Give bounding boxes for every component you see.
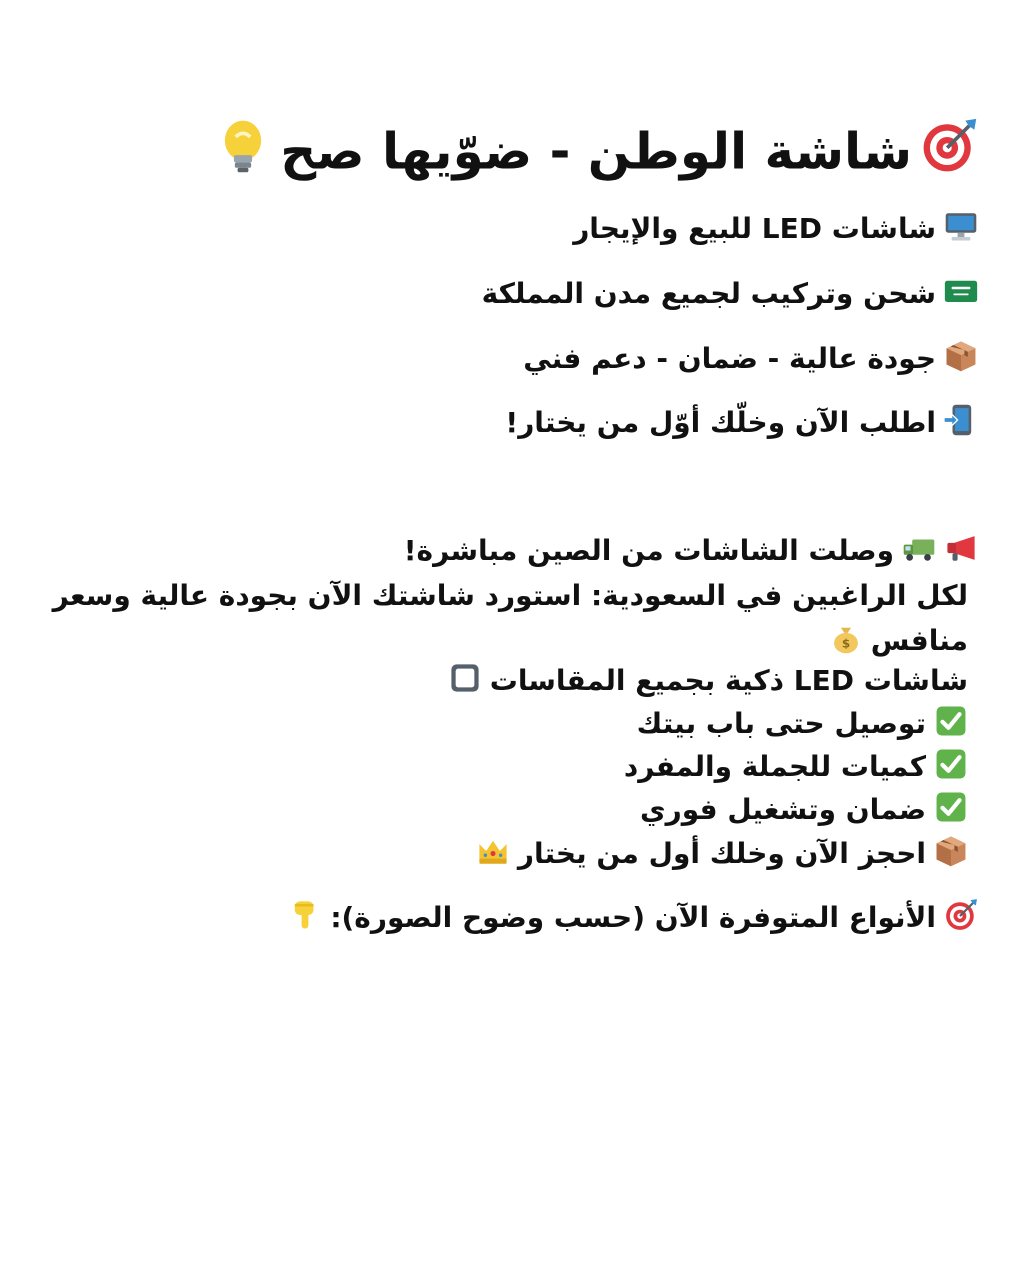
intro-line-3 xyxy=(40,338,978,379)
package-icon xyxy=(944,339,978,373)
announcement-smart-text: شاشات LED ذكية بجميع المقاسات xyxy=(489,664,968,697)
intro-line-2 xyxy=(40,273,978,314)
page-title xyxy=(40,116,978,184)
money-bag-icon xyxy=(829,621,863,655)
title-text: شاشة الوطن - ضوّيها صح xyxy=(280,122,912,181)
target-icon xyxy=(944,898,978,932)
announcement-reserve-text: احجز الآن وخلك أول من يختار xyxy=(517,837,926,870)
check-mark-icon xyxy=(934,747,968,781)
package-icon xyxy=(934,834,968,868)
announcement-offer-text: لكل الراغبين في السعودية: استورد شاشتك الآن بجودة عالية وسعر منافس xyxy=(52,579,968,657)
intro-line-4 xyxy=(40,402,978,443)
check-mark-icon xyxy=(934,704,968,738)
svg-text:$: $ xyxy=(841,636,850,651)
target-icon xyxy=(920,117,978,175)
check-item-text-1: توصيل حتى باب بيتك xyxy=(636,707,926,740)
announcement-headline-text: وصلت الشاشات من الصين مباشرة! xyxy=(403,534,894,567)
intro-text-4: اطلب الآن وخلّك أوّل من يختار! xyxy=(505,406,936,439)
truck-icon xyxy=(902,531,936,565)
types-heading xyxy=(40,897,978,938)
intro-line-1 xyxy=(40,208,978,249)
announcement-smart xyxy=(40,660,968,701)
types-heading-text: الأنواع المتوفرة الآن (حسب وضوح الصورة): xyxy=(330,901,936,934)
intro-text-3: جودة عالية - ضمان - دعم فني xyxy=(523,342,936,375)
announcement-reserve xyxy=(40,833,968,874)
check-mark-icon xyxy=(934,790,968,824)
announcement-headline xyxy=(40,530,978,571)
mobile-arrow-icon xyxy=(944,403,978,437)
check-item-1 xyxy=(40,703,968,744)
check-item-text-2: كميات للجملة والمفرد xyxy=(623,750,926,783)
intro-text-2: شحن وتركيب لجميع مدن المملكة xyxy=(481,277,936,310)
saudi-flag-icon xyxy=(944,274,978,308)
crown-icon xyxy=(476,834,510,868)
check-item-3 xyxy=(40,789,968,830)
check-item-2 xyxy=(40,746,968,787)
light-bulb-icon xyxy=(214,117,272,175)
intro-text-1: شاشات LED للبيع والإيجار xyxy=(573,212,936,245)
announcement-offer xyxy=(40,573,968,663)
pointing-down-icon xyxy=(288,898,322,932)
square-icon xyxy=(448,661,482,695)
megaphone-icon xyxy=(944,531,978,565)
check-item-text-3: ضمان وتشغيل فوري xyxy=(639,793,926,826)
computer-icon xyxy=(944,209,978,243)
